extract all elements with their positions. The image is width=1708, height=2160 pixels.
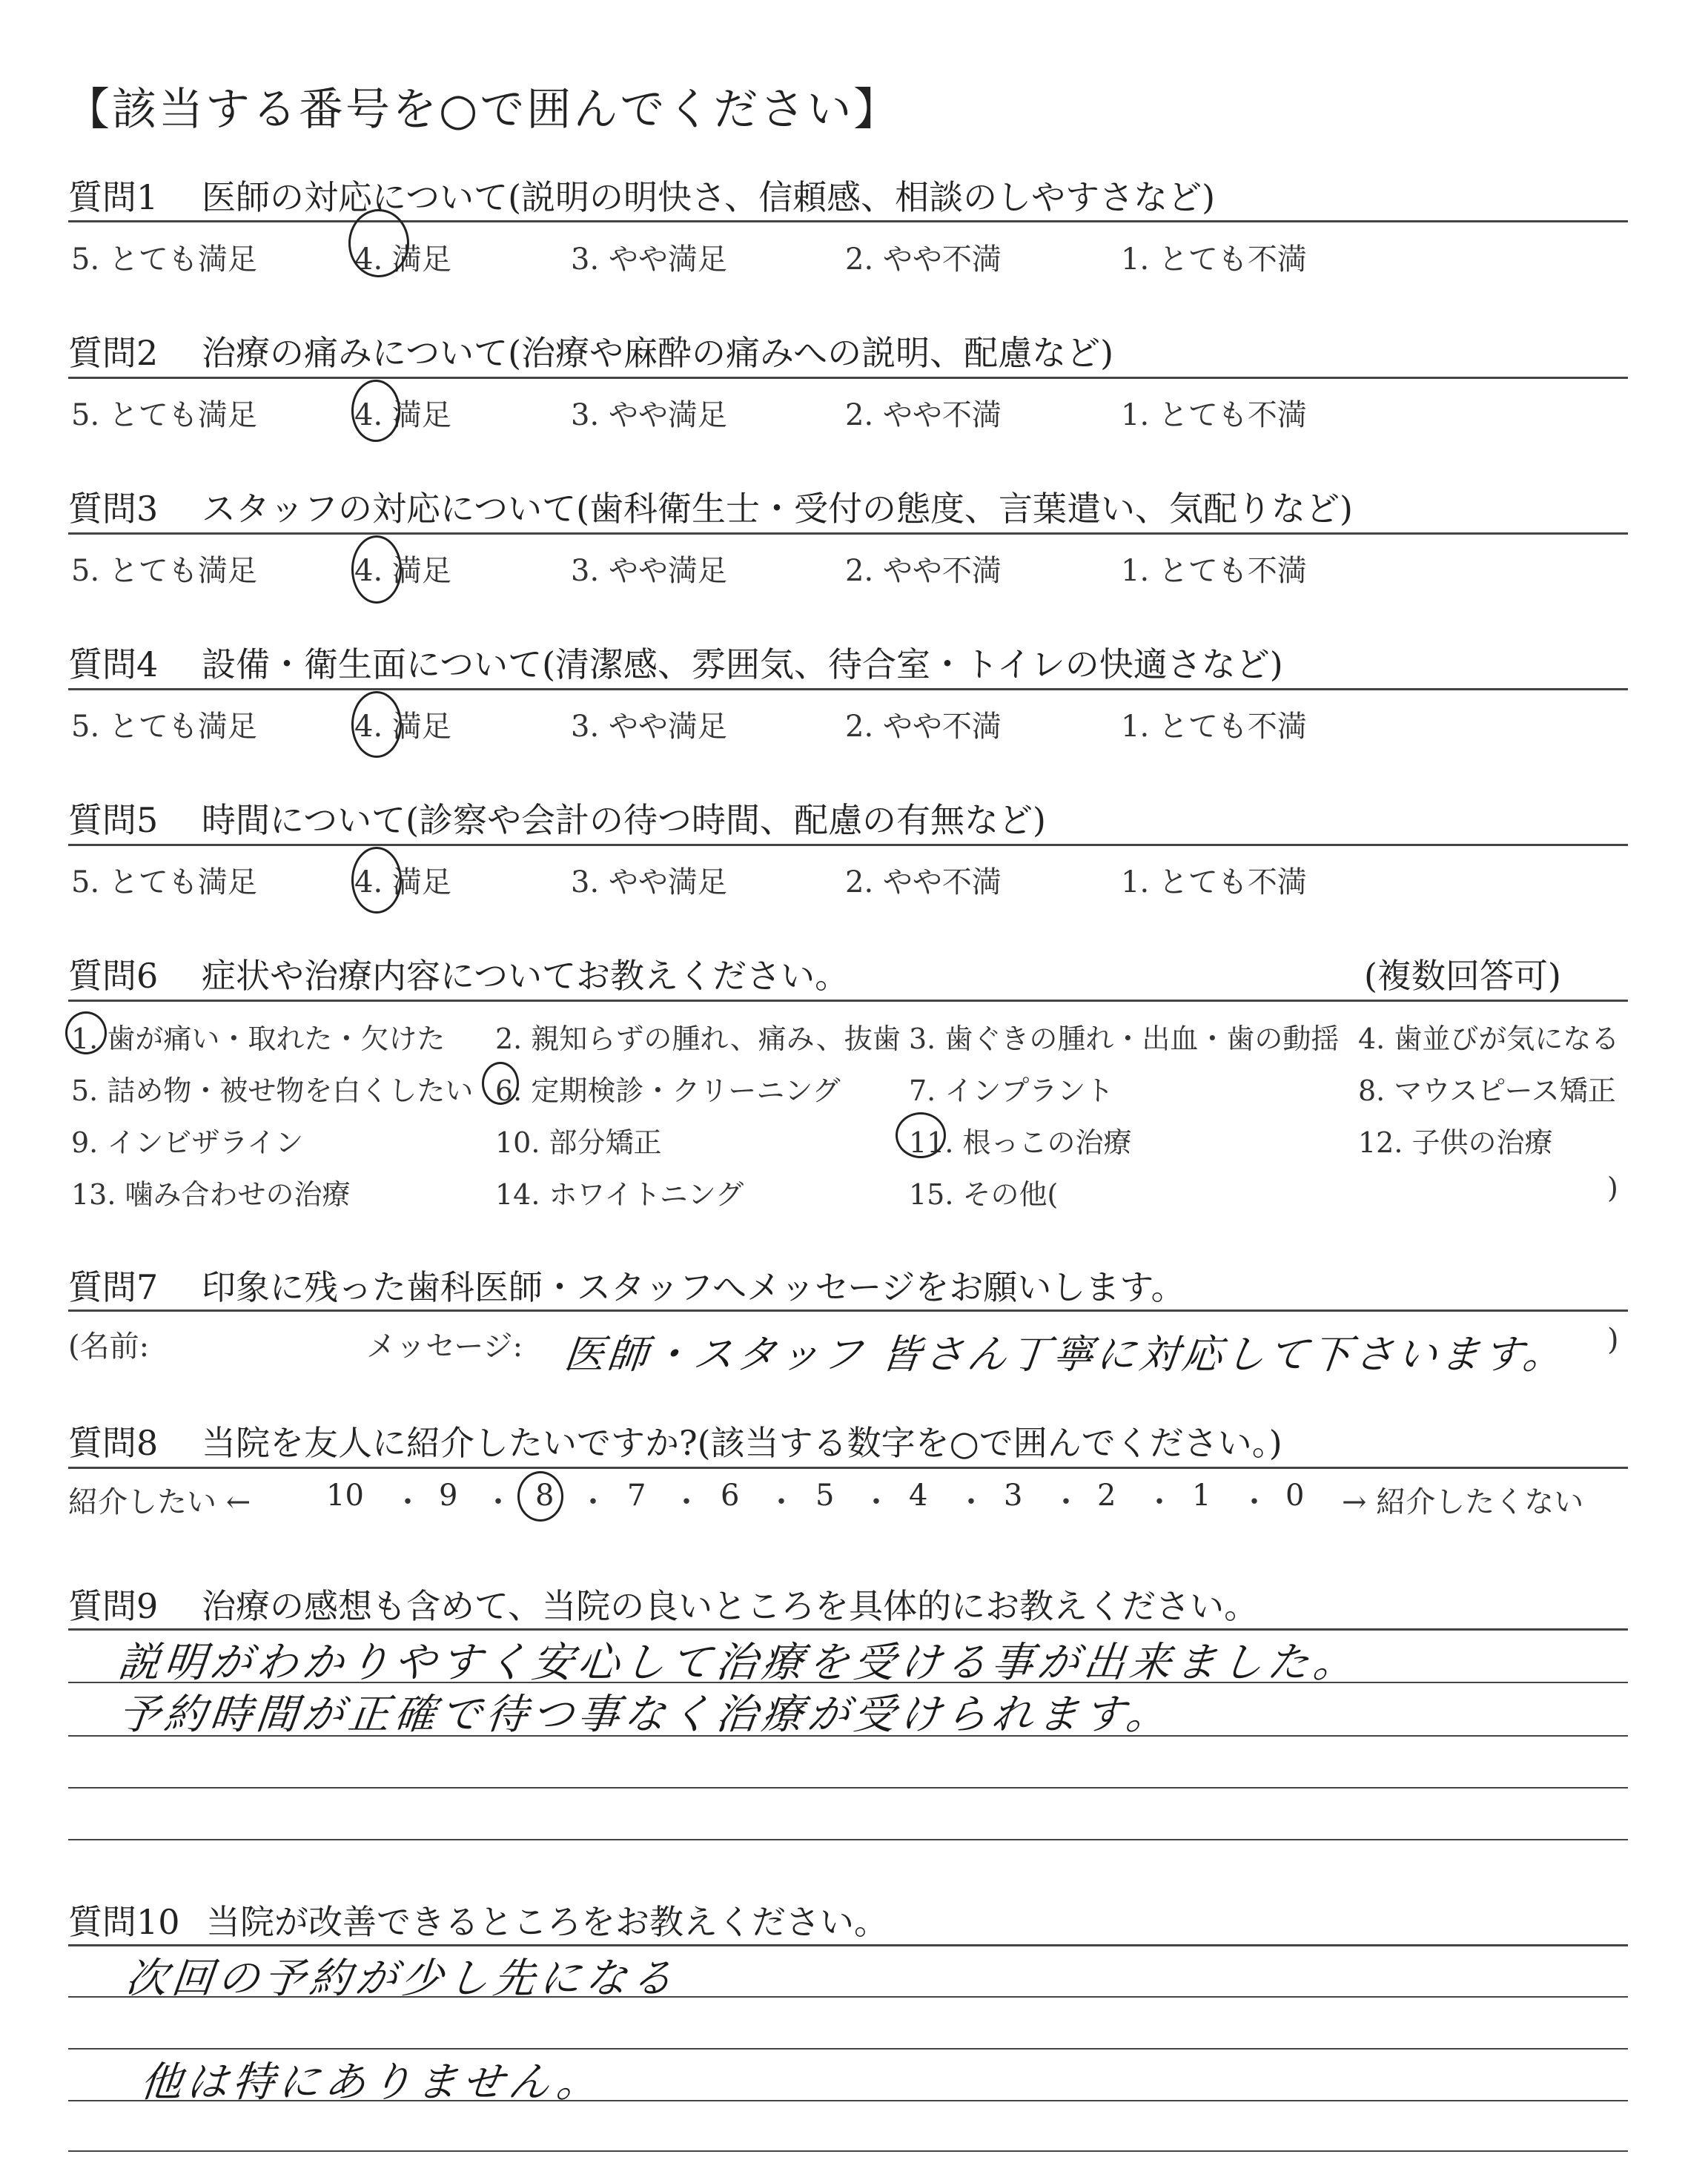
q5-option-5[interactable]: 5. とても満足: [71, 865, 257, 899]
question-5-label: 質問5: [68, 800, 159, 840]
q4-option-1[interactable]: 1. とても不満: [1121, 710, 1307, 744]
scale-separator: ・: [861, 1485, 891, 1519]
q2-option-1[interactable]: 1. とても不満: [1121, 398, 1307, 432]
q6-option-13[interactable]: 13. 噛み合わせの治療: [71, 1178, 351, 1211]
q6-option-4[interactable]: 4. 歯並びが気になる: [1358, 1023, 1620, 1055]
q4-option-4[interactable]: 4. 満足: [354, 710, 451, 744]
question-7-text: 印象に残った歯科医師・スタッフへメッセージをお願いします。: [202, 1267, 1185, 1307]
question-6-label: 質問6: [68, 956, 159, 996]
q1-option-2[interactable]: 2. やや不満: [845, 242, 1002, 277]
question-10-text: 当院が改善できるところをお教えください。: [206, 1902, 888, 1942]
q3-option-5[interactable]: 5. とても満足: [71, 554, 257, 588]
q1-option-3[interactable]: 3. やや満足: [571, 242, 727, 277]
question-3-label: 質問3: [68, 489, 159, 529]
question-8-label: 質問8: [68, 1423, 159, 1463]
q6-option-14[interactable]: 14. ホワイトニング: [495, 1178, 744, 1211]
scale-separator: ・: [393, 1485, 423, 1519]
scale-4[interactable]: 4: [909, 1479, 928, 1513]
q4-option-5[interactable]: 5. とても満足: [71, 710, 257, 744]
q1-option-4[interactable]: 4. 満足: [354, 242, 451, 277]
handwritten-message: 医師・スタッフ 皆さん丁寧に対応して下さいます。: [562, 1331, 1569, 1378]
q6-option-5[interactable]: 5. 詰め物・被せ物を白くしたい: [71, 1074, 474, 1107]
question-3-text: スタッフの対応について(歯科衛生士・受付の態度、言葉遣い、気配りなど): [202, 489, 1353, 529]
scale-0[interactable]: 0: [1285, 1479, 1305, 1513]
message-close-paren: ): [1607, 1323, 1619, 1357]
scale-9[interactable]: 9: [439, 1479, 458, 1513]
question-7-label: 質問7: [68, 1267, 159, 1307]
question-2-text: 治療の痛みについて(治療や麻酔の痛みへの説明、配慮など): [202, 333, 1114, 373]
question-1-text: 医師の対応について(説明の明快さ、信頼感、相談のしやすさなど): [202, 177, 1216, 217]
q6-option-2[interactable]: 2. 親知らずの腫れ、痛み、抜歯: [495, 1023, 901, 1055]
q6-option-15[interactable]: 15. その他(: [909, 1178, 1059, 1211]
scale-separator: ・: [578, 1485, 608, 1519]
selection-circle: [351, 380, 400, 442]
question-1-label: 質問1: [68, 177, 159, 217]
selection-circle: [482, 1062, 519, 1105]
q5-option-2[interactable]: 2. やや不満: [845, 865, 1002, 899]
answer-10-line-2: 他は特にありません。: [138, 2058, 606, 2107]
question-9-label: 質問9: [68, 1586, 159, 1626]
q6-option-1[interactable]: 1. 歯が痛い・取れた・欠けた: [71, 1023, 446, 1055]
selection-circle: [351, 691, 402, 758]
q3-option-3[interactable]: 3. やや満足: [571, 554, 727, 588]
question-9-text: 治療の感想も含めて、当院の良いところを具体的にお教えください。: [202, 1586, 1259, 1626]
q6-option-8[interactable]: 8. マウスピース矯正: [1358, 1074, 1616, 1107]
question-2-label: 質問2: [68, 333, 159, 373]
question-6-text: 症状や治療内容についてお教えください。: [202, 956, 850, 996]
q5-option-1[interactable]: 1. とても不満: [1121, 865, 1307, 899]
name-label: (名前:: [68, 1330, 150, 1364]
selection-circle: [351, 535, 402, 604]
q2-option-3[interactable]: 3. やや満足: [571, 398, 727, 432]
selection-circle: [351, 847, 402, 914]
divider: [68, 220, 1628, 222]
question-8-text: 当院を友人に紹介したいですか?(該当する数字を○で囲んでください。): [202, 1423, 1282, 1463]
q6-option-10[interactable]: 10. 部分矯正: [495, 1126, 662, 1159]
q6-option-12[interactable]: 12. 子供の治療: [1358, 1126, 1553, 1159]
selection-circle: [517, 1471, 563, 1522]
selection-circle: [65, 1011, 107, 1054]
page-title: 【該当する番号を○で囲んでください】: [65, 84, 901, 136]
q4-option-3[interactable]: 3. やや満足: [571, 710, 727, 744]
divider: [68, 844, 1628, 846]
answer-line: [68, 1839, 1628, 1840]
q5-option-3[interactable]: 3. やや満足: [571, 865, 727, 899]
scale-separator: ・: [1051, 1485, 1081, 1519]
question-5-text: 時間について(診察や会計の待つ時間、配慮の有無など): [202, 800, 1046, 840]
scale-separator: ・: [483, 1485, 513, 1519]
question-4-text: 設備・衛生面について(清潔感、雰囲気、待合室・トイレの快適さなど): [202, 644, 1283, 684]
scale-8[interactable]: 8: [535, 1479, 555, 1513]
selection-circle: [348, 209, 409, 277]
multiple-answer-note: (複数回答可): [1364, 956, 1561, 996]
answer-line: [68, 1787, 1628, 1789]
answer-9-line-1: 説明がわかりやすく安心して治療を受ける事が出来ました。: [116, 1639, 1362, 1687]
selection-circle: [896, 1112, 946, 1158]
scale-right-label: → 紹介したくない: [1342, 1485, 1584, 1519]
q3-option-2[interactable]: 2. やや不満: [845, 554, 1002, 588]
message-label: メッセージ:: [366, 1330, 523, 1364]
q5-option-4[interactable]: 4. 満足: [354, 865, 451, 899]
q3-option-4[interactable]: 4. 満足: [354, 554, 451, 588]
scale-separator: ・: [767, 1485, 796, 1519]
q6-option-3[interactable]: 3. 歯ぐきの腫れ・出血・歯の動揺: [909, 1023, 1340, 1055]
question-10-label: 質問10: [68, 1902, 180, 1942]
scale-3[interactable]: 3: [1004, 1479, 1023, 1513]
scale-separator: ・: [672, 1485, 701, 1519]
answer-10-line-1: 次回の予約が少し先になる: [123, 1955, 680, 2003]
divider: [68, 532, 1628, 535]
q6-option-7[interactable]: 7. インプラント: [909, 1074, 1114, 1107]
q2-option-4[interactable]: 4. 満足: [354, 398, 451, 432]
q3-option-1[interactable]: 1. とても不満: [1121, 554, 1307, 588]
q6-option-9[interactable]: 9. インビザライン: [71, 1126, 304, 1159]
q6-option-11[interactable]: 11. 根っこの治療: [909, 1126, 1132, 1159]
scale-10[interactable]: 10: [326, 1479, 364, 1513]
divider: [68, 688, 1628, 690]
q6-option-15-close: ): [1607, 1172, 1618, 1204]
scale-7[interactable]: 7: [627, 1479, 646, 1513]
divider: [68, 1309, 1628, 1312]
scale-separator: ・: [1145, 1485, 1174, 1519]
divider: [68, 1467, 1628, 1469]
q6-option-6[interactable]: 6. 定期検診・クリーニング: [495, 1074, 841, 1107]
divider: [68, 1000, 1628, 1002]
q2-option-2[interactable]: 2. やや不満: [845, 398, 1002, 432]
scale-5[interactable]: 5: [815, 1479, 835, 1513]
scale-1[interactable]: 1: [1192, 1479, 1211, 1513]
q1-option-5[interactable]: 5. とても満足: [71, 242, 257, 277]
q1-option-1[interactable]: 1. とても不満: [1121, 242, 1307, 277]
q2-option-5[interactable]: 5. とても満足: [71, 398, 257, 432]
scale-6[interactable]: 6: [721, 1479, 740, 1513]
divider: [68, 377, 1628, 379]
scale-separator: ・: [1239, 1485, 1269, 1519]
question-4-label: 質問4: [68, 644, 159, 684]
scale-2[interactable]: 2: [1097, 1479, 1116, 1513]
answer-9-line-2: 予約時間が正確で待つ事なく治療が受けられます。: [116, 1691, 1175, 1739]
scale-left-label: 紹介したい ←: [68, 1485, 251, 1519]
answer-line: [68, 2150, 1628, 2152]
q4-option-2[interactable]: 2. やや不満: [845, 710, 1002, 744]
scale-separator: ・: [956, 1485, 986, 1519]
